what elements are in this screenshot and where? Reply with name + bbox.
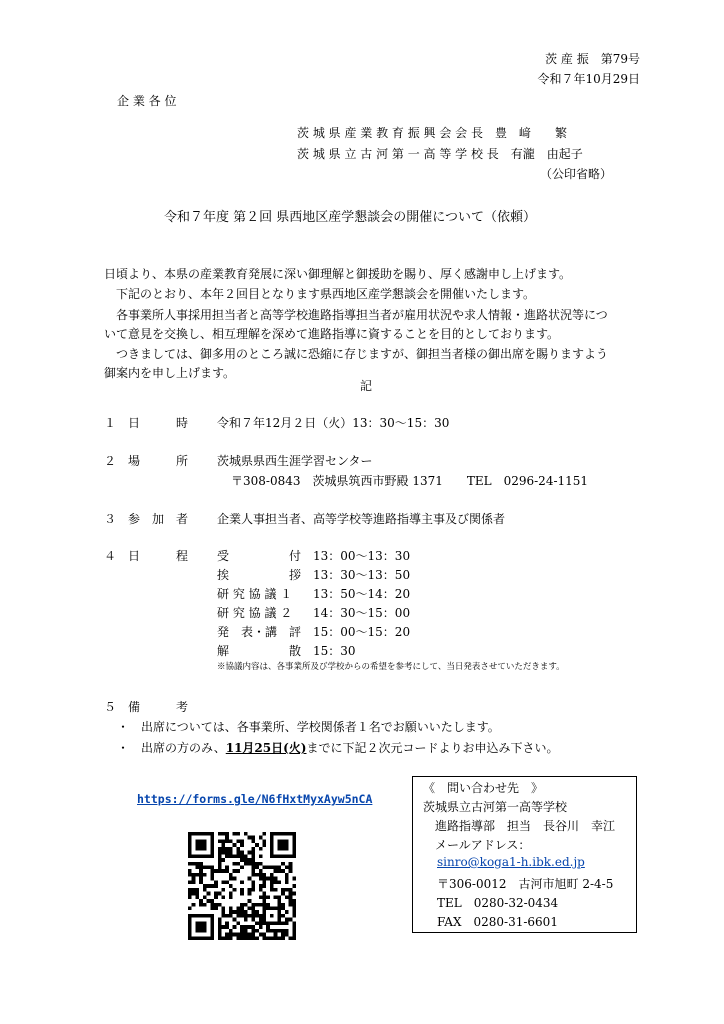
application-deadline: 11月25日(火) [225, 741, 307, 755]
body-paragraph-1: 日頃より、本県の産業教育発展に深い御理解と御援助を賜り、厚く感謝申し上げます。 [104, 267, 572, 281]
document-date: 令和７年10月29日 [537, 72, 640, 86]
addressee: 企 業 各 位 [117, 94, 177, 108]
schedule-time-6: 15：30 [313, 644, 356, 658]
contact-fax: FAX 0280-31-6601 [437, 915, 558, 929]
note-2-suffix: までに下記２次元コードよりお申込み下さい。 [306, 741, 559, 755]
body-paragraph-4a: つきましては、御多用のところ誠に恐縮に存じますが、御担当者様の御出席を賜りますよう [104, 347, 609, 361]
body-paragraph-3a: 各事業所人事採用担当者と高等学校進路指導担当者が雇用状況や求人情報・進路状況等につ [104, 308, 608, 322]
item-3-value: 企業人事担当者、高等学校等進路指導主事及び関係者 [217, 512, 506, 526]
body-paragraph-2: 下記のとおり、本年２回目となります県西地区産学懇談会を開催いたします。 [104, 287, 536, 301]
schedule-time-3: 13：50～14：20 [313, 587, 411, 601]
note-2 [117, 739, 559, 756]
contact-school: 茨城県立古河第一高等学校 [423, 800, 568, 814]
item-4-label: ４ 日 程 [104, 549, 189, 563]
item-5-label: ５ 備 考 [104, 700, 189, 714]
contact-email-label: メールアドレス： [423, 838, 531, 852]
note-1: ・ 出席については、各事業所、学校関係者１名でお願いいたします。 [117, 720, 500, 734]
qr-code[interactable] [188, 832, 296, 940]
schedule-name-2: 挨 拶 [217, 568, 302, 582]
schedule-name-6: 解 散 [217, 644, 302, 658]
item-3-label: ３ 参 加 者 [104, 512, 189, 526]
schedule-note: ※協議内容は、各事業所及び学校からの希望を参考にして、当日発表させていただきます。 [217, 662, 565, 672]
item-2-address: 〒308-0843 茨城県筑西市野殿 1371 TEL 0296-24-1151 [231, 474, 589, 488]
contact-email[interactable]: sinro@koga1-h.ibk.ed.jp [437, 855, 585, 869]
item-2-label: ２ 場 所 [104, 454, 189, 468]
seal-note: （公印省略） [540, 167, 613, 181]
body-paragraph-4b: 御案内を申し上げます。 [104, 366, 236, 380]
contact-person: 進路指導部 担当 長谷川 幸江 [423, 819, 616, 833]
body-paragraph-3b: いて意見を交換し、相互理解を深めて進路指導に資することを目的としております。 [104, 327, 560, 341]
contact-box [412, 776, 637, 933]
item-1-label: １ 日 時 [104, 416, 189, 430]
ki-heading: 記 [360, 379, 373, 393]
schedule-time-5: 15：00～15：20 [313, 625, 411, 639]
sender-2: 茨 城 県 立 古 河 第 一 高 等 学 校 長 有瀧 由起子 [297, 147, 583, 161]
schedule-name-4: 研 究 協 議 ２ [217, 606, 293, 620]
item-1-value: 令和７年12月２日（火）13：30～15：30 [217, 416, 450, 430]
document-title: 令和７年度 第２回 県西地区産学懇談会の開催について（依頼） [164, 210, 537, 225]
contact-heading: 《 問い合わせ先 》 [423, 781, 544, 795]
schedule-name-1: 受 付 [217, 549, 302, 563]
schedule-name-3: 研 究 協 議 １ [217, 587, 293, 601]
note-2-prefix: ・ 出席の方のみ、 [117, 741, 226, 755]
contact-tel: TEL 0280-32-0434 [437, 896, 559, 910]
schedule-time-4: 14：30～15：00 [313, 606, 411, 620]
schedule-name-5: 発 表・講 評 [217, 625, 302, 639]
sender-1: 茨 城 県 産 業 教 育 振 興 会 会 長 豊 﨑 繁 [297, 126, 567, 140]
item-2-value: 茨城県県西生涯学習センター [217, 454, 373, 468]
contact-postal: 〒306-0012 古河市旭町 2-4-5 [437, 877, 614, 891]
document-number: 茨 産 振 第79号 [545, 52, 640, 66]
application-form-link[interactable]: https://forms.gle/N6fHxtMyxAyw5nCA [137, 792, 373, 806]
schedule-time-1: 13：00～13：30 [313, 549, 411, 563]
schedule-time-2: 13：30～13：50 [313, 568, 411, 582]
